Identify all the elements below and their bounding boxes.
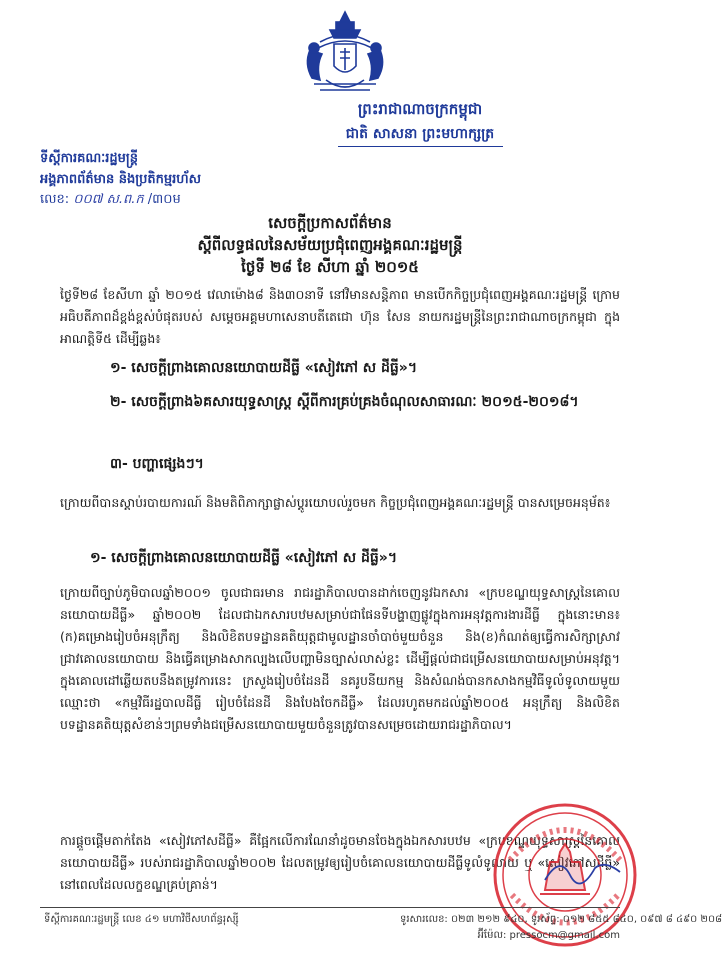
footer-phone: ទូរសារលេខ: ០២៣ ២១២ ៩៤០, ទូរស័ព្ទ: ០១២ ៨៥៥ ៨៤០, ០៩៧ ៨ ៤៩០ ២០៨	[400, 914, 722, 925]
signature-icon	[540, 850, 630, 890]
agenda-item-3: ៣- បញ្ហាផ្សេងៗ។	[110, 456, 204, 472]
document-date: ថ្ងៃទី ២៨ ខែ សីហា ឆ្នាំ ២០១៥	[241, 258, 419, 276]
footer-address: ទីស្ដីការគណៈរដ្ឋមន្ត្រី លេខ ៤១ មហាវិថីសហព័ន្ធរុស្ស៊ី	[44, 914, 239, 925]
footer-email: អ៊ីម៉ែល: pressocm@gmail.com	[477, 930, 620, 941]
decision-intro-paragraph: ក្រោយពីបានស្ដាប់របាយការណ៍ និងមតិពិភាក្សាផ្លាស់ប្ដូរយោបល់រួចមក កិច្ចប្រជុំពេញអង្គគណៈរដ្ឋមន្ត្រី បានសម្រេចអនុម័ត៖	[60, 495, 611, 510]
kingdom-motto: ជាតិ សាសនា ព្រះមហាក្សត្រ	[345, 126, 495, 142]
office-name: ទីស្ដីការគណៈរដ្ឋមន្ត្រី	[40, 151, 138, 166]
section-1-paragraph: ក្រោយពីច្បាប់ភូមិបាលឆ្នាំ២០០១ ចូលជាធរមាន រាជរដ្ឋាភិបាលបានដាក់ចេញនូវឯកសារ «ក្របខណ្ឌយុទ្ធសាស្ត្រនៃគោលនយោបាយដីធ្លី» ឆ្នាំ២០០២ ដែលជាឯកសារបឋមសម្រាប់ជាផែនទីបង្ហាញផ្លូវក្នុងការអនុវត្តការងារដីធ្លី ក្នុងនោះមាន៖ (ក)គម្រោងរៀបចំអនុក្រឹត្យ និងលិខិតបទដ្ឋានគតិយុត្តជាមូលដ្ឋានចាំបាច់មួយចំនួន និង(ខ)កំណត់ឲ្យធ្វើការសិក្សាស្រាវជ្រាវគោលនយោបាយ និងធ្វើគម្រោងសាកល្បងលើបញ្ហាមិនច្បាស់លាស់ខ្លះ ដើម្បីផ្ដល់ជាជម្រើសនយោបាយសម្រាប់អនុវត្ត។ ក្នុងគោលដៅឆ្លើយតបនឹងតម្រូវការនេះ ក្រសួងរៀបចំដែនដី នគរូបនីយកម្ម និងសំណង់បានកសាងកម្មវិធីទូលំទូលាយមួយឈ្មោះថា «កម្មវិធីរដ្ឋបាលដីធ្លី រៀបចំដែនដី និងបែងចែកដីធ្លី» ដែលរហូតមកដល់ឆ្នាំ២០០៥ អនុក្រឹត្យ និងលិខិតបទដ្ឋានគតិយុត្តសំខាន់ៗព្រមទាំងជម្រើសនយោបាយមួយចំនួនត្រូវបានសម្រេចដោយរាជរដ្ឋាភិបាល។	[60, 585, 620, 732]
kingdom-title: ព្រះរាជាណាចក្រកម្ពុជា	[357, 100, 483, 118]
reference-label: លេខ:	[40, 192, 70, 207]
intro-paragraph: ថ្ងៃទី២៨ ខែសីហា ឆ្នាំ ២០១៥ វេលាម៉ោង៨ និង៣០នាទី នៅវិមានសន្តិភាព មានបើកកិច្ចប្រជុំពេញអង្គគណៈរដ្ឋមន្ត្រី ក្រោមអធិបតីភាពដ៏ខ្ពង់ខ្ពស់បំផុតរបស់ សម្ដេចអគ្គមហាសេនាបតីតេជោ ហ៊ុន សែន នាយករដ្ឋមន្ត្រីនៃព្រះរាជាណាចក្រកម្ពុជា ក្នុងអាណត្តិទី៥ ដើម្បីឆ្លង៖	[60, 287, 620, 346]
document-subtitle: ស្ដីពីលទ្ធផលនៃសម័យប្រជុំពេញអង្គគណៈរដ្ឋមន្ត្រី	[197, 236, 463, 254]
section-1-heading: ១- សេចក្ដីព្រាងគោលនយោបាយដីធ្លី «សៀវភៅ ស ដីធ្លី»។	[90, 550, 398, 566]
section-1-paragraph-2: ការផ្ដួចផ្ដើមតាក់តែង «សៀវភៅសដីធ្លី» គឺផ្អែកលើការណែនាំដូចមានចែងក្នុងឯកសារបឋម «ក្របខណ្ឌយុទ្ធសាស្ត្រនៃគោលនយោបាយដីធ្លី» របស់រាជរដ្ឋាភិបាលឆ្នាំ២០០២ ដែលតម្រូវឲ្យរៀបចំគោលនយោបាយដីធ្លីទូលំទូលាយ ឬ «សៀវភៅសដីធ្លី» នៅពេលដែលលក្ខខណ្ឌគ្រប់គ្រាន់។	[60, 833, 620, 892]
footer-divider	[40, 907, 620, 908]
header-divider	[338, 146, 503, 147]
reference-handwritten: ០០៧ ស.ព.ក	[73, 192, 144, 207]
reference-number	[40, 191, 181, 210]
royal-coat-of-arms-icon	[290, 8, 400, 98]
document-title: សេចក្ដីប្រកាសព័ត៌មាន	[268, 214, 392, 232]
reference-suffix: /៣០ម	[147, 192, 181, 207]
unit-name: អង្គភាពព័ត៌មាន និងប្រតិកម្មរហ័ស	[40, 172, 202, 187]
agenda-item-2: ២- សេចក្ដីព្រាង៦គសារយុទ្ធសាស្ត្រ ស្ដីពីការគ្រប់គ្រងចំណុលសាធារណៈ ២០១៥-២០១៨។	[110, 394, 579, 410]
agenda-item-1: ១- សេចក្ដីព្រាងគោលនយោបាយដីធ្លី «សៀវភៅ ស ដីធ្លី»។	[110, 360, 418, 376]
